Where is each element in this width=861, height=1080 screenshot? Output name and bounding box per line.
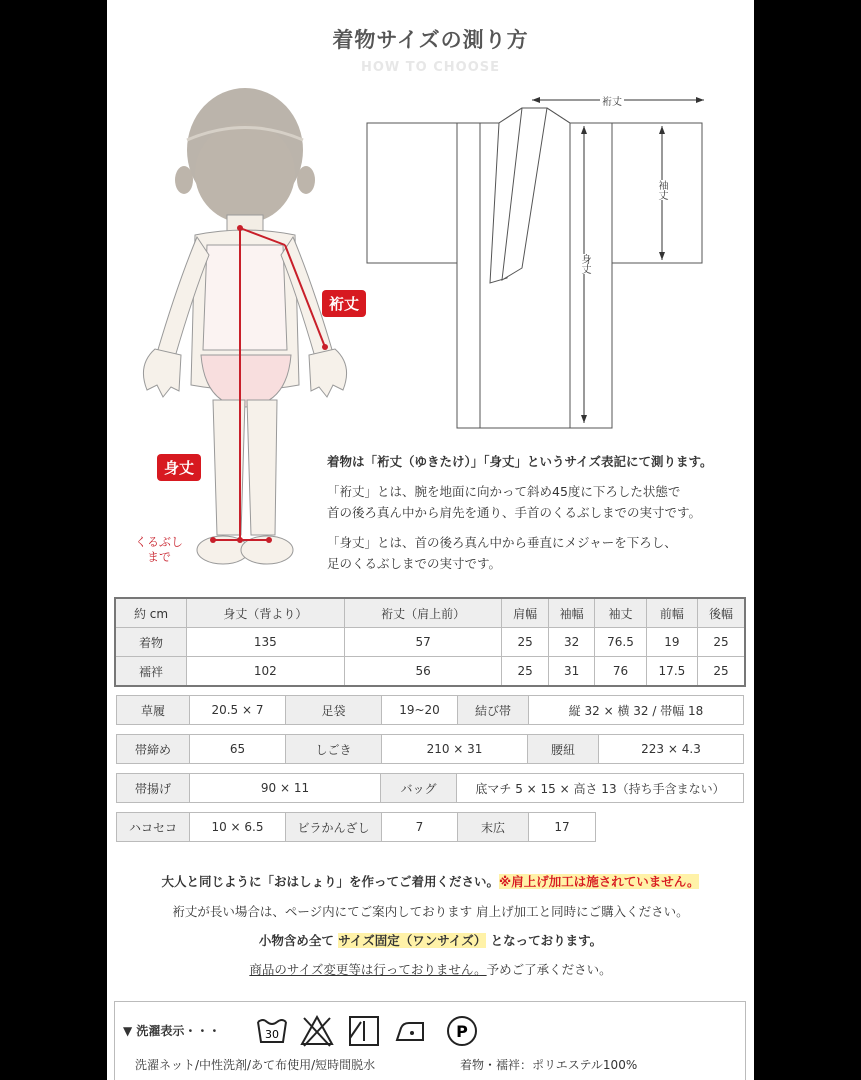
description-yuki-1: 「裄丈」とは、腕を地面に向かって斜め45度に下ろした状態で bbox=[327, 484, 681, 499]
table-cell: 25 bbox=[502, 628, 548, 657]
kurubushi-line2: まで bbox=[146, 550, 171, 564]
note-fixed: となっております。 bbox=[490, 933, 603, 948]
table-cell: 25 bbox=[698, 628, 745, 657]
wash-30-icon bbox=[255, 1014, 289, 1048]
table-cell: 10 × 6.5 bbox=[190, 813, 286, 842]
no-bleach-icon bbox=[300, 1014, 334, 1048]
iron-low-icon bbox=[393, 1014, 427, 1048]
washing-label: ▼ 洗濯表示・・・ bbox=[123, 1024, 221, 1038]
table-row bbox=[115, 657, 745, 687]
table-header-cell: 後幅 bbox=[698, 598, 745, 628]
table-header-cell: 袖幅 bbox=[548, 598, 594, 628]
size-table bbox=[114, 597, 746, 687]
kimono-diagram bbox=[362, 88, 707, 433]
table-cell: 56 bbox=[344, 657, 502, 687]
mitake-label: 身丈 bbox=[157, 454, 201, 481]
table-header-cell: 裄丈（肩上前） bbox=[344, 598, 502, 628]
table-cell: 32 bbox=[548, 628, 594, 657]
table-header-cell: 約 cm bbox=[115, 598, 187, 628]
wash-temp: 30 bbox=[265, 1028, 279, 1041]
table-cell: しごき bbox=[286, 735, 382, 764]
table-cell: 102 bbox=[187, 657, 345, 687]
kimono-sode-label: 袖丈 bbox=[656, 180, 667, 200]
table-cell: 76.5 bbox=[595, 628, 646, 657]
note-line-1 bbox=[107, 872, 754, 890]
kimono-yuki-label: 裄丈 bbox=[600, 93, 624, 108]
description-lead: 着物は「裄丈（ゆきたけ）」「身丈」というサイズ表記にて測ります。 bbox=[327, 454, 713, 469]
kurubushi-label bbox=[135, 535, 183, 565]
table-cell: 足袋 bbox=[286, 696, 382, 725]
table-cell: 210 × 31 bbox=[382, 735, 528, 764]
yuki-label: 裄丈 bbox=[322, 290, 366, 317]
note-line-4 bbox=[107, 960, 754, 978]
table-cell: 草履 bbox=[117, 696, 190, 725]
dry-clean-letter: P bbox=[456, 1022, 468, 1041]
note-all-items: 小物含め全て bbox=[258, 933, 334, 948]
table-cell: 結び帯 bbox=[458, 696, 529, 725]
description-mitake-2: 足のくるぶしまでの実寸です。 bbox=[327, 556, 502, 571]
drip-dry-icon bbox=[347, 1014, 381, 1048]
table-cell: 帯揚げ bbox=[117, 774, 190, 803]
note-line-3 bbox=[107, 931, 754, 949]
kurubushi-line1: くるぶし bbox=[135, 535, 184, 549]
size-table-header bbox=[115, 598, 745, 628]
table-cell: 65 bbox=[190, 735, 286, 764]
table-cell: 着物 bbox=[115, 628, 187, 657]
note-no-katage: ※肩上げ加工は施されていません。 bbox=[499, 874, 700, 889]
table-cell: 17.5 bbox=[646, 657, 697, 687]
description-mitake-1: 「身丈」とは、首の後ろ真ん中から垂直にメジャーを下ろし、 bbox=[327, 535, 677, 550]
table-cell: 135 bbox=[187, 628, 345, 657]
note-ohashori: 大人と同じように「おはしょり」を作ってご着用ください。 bbox=[161, 874, 500, 889]
table-row bbox=[115, 628, 745, 657]
table-cell: ビラかんざし bbox=[286, 813, 382, 842]
table-header-cell: 前幅 bbox=[646, 598, 697, 628]
table-cell: 20.5 × 7 bbox=[190, 696, 286, 725]
accessory-row-1 bbox=[116, 695, 744, 725]
table-cell: ハコセコ bbox=[117, 813, 190, 842]
accessory-row-3 bbox=[116, 773, 744, 803]
washing-box bbox=[114, 1001, 746, 1080]
accessory-row-4 bbox=[116, 812, 596, 842]
table-cell: 19 bbox=[646, 628, 697, 657]
table-cell: 76 bbox=[595, 657, 646, 687]
page-subtitle: HOW TO CHOOSE bbox=[360, 60, 500, 75]
table-cell: 17 bbox=[529, 813, 596, 842]
table-cell: 25 bbox=[698, 657, 745, 687]
table-cell: 25 bbox=[502, 657, 548, 687]
child-figure-illustration bbox=[127, 85, 387, 575]
table-cell: 90 × 11 bbox=[190, 774, 381, 803]
table-cell: 末広 bbox=[458, 813, 529, 842]
table-cell: 19~20 bbox=[382, 696, 458, 725]
washing-instructions: 洗濯ネット/中性洗剤/あて布使用/短時間脱水 bbox=[135, 1058, 376, 1072]
table-cell: バッグ bbox=[381, 774, 457, 803]
accessory-row-2 bbox=[116, 734, 744, 764]
table-cell: 57 bbox=[344, 628, 502, 657]
table-cell: 31 bbox=[548, 657, 594, 687]
note-line-2: 裄丈が長い場合は、ページ内にてご案内しております 肩上げ加工と同時にご購入ください。 bbox=[172, 904, 689, 919]
table-cell: 帯締め bbox=[117, 735, 190, 764]
description-yuki-2: 首の後ろ真ん中から肩先を通り、手首のくるぶしまでの実寸です。 bbox=[327, 505, 702, 520]
table-header-cell: 身丈（背より） bbox=[187, 598, 345, 628]
dry-clean-p-icon bbox=[445, 1014, 479, 1048]
table-cell: 縦 32 × 横 32 / 帯幅 18 bbox=[529, 696, 744, 725]
size-guide-page bbox=[107, 0, 754, 1080]
table-cell: 襦袢 bbox=[115, 657, 187, 687]
table-header-cell: 袖丈 bbox=[595, 598, 646, 628]
kimono-mitake-label: 身丈 bbox=[579, 254, 590, 274]
table-header-cell: 肩幅 bbox=[502, 598, 548, 628]
table-cell: 223 × 4.3 bbox=[599, 735, 744, 764]
note-apology: 予めご了承ください。 bbox=[486, 962, 612, 977]
note-one-size: サイズ固定（ワンサイズ） bbox=[338, 933, 487, 948]
page-title: 着物サイズの測り方 bbox=[332, 28, 529, 52]
table-cell: 腰紐 bbox=[528, 735, 599, 764]
note-no-resize: 商品のサイズ変更等は行っておりません。 bbox=[249, 962, 487, 977]
material-text: 着物・襦袢：ポリエステル100% bbox=[460, 1058, 638, 1072]
table-cell: 7 bbox=[382, 813, 458, 842]
table-cell: 底マチ 5 × 15 × 高さ 13（持ち手含まない） bbox=[457, 774, 744, 803]
